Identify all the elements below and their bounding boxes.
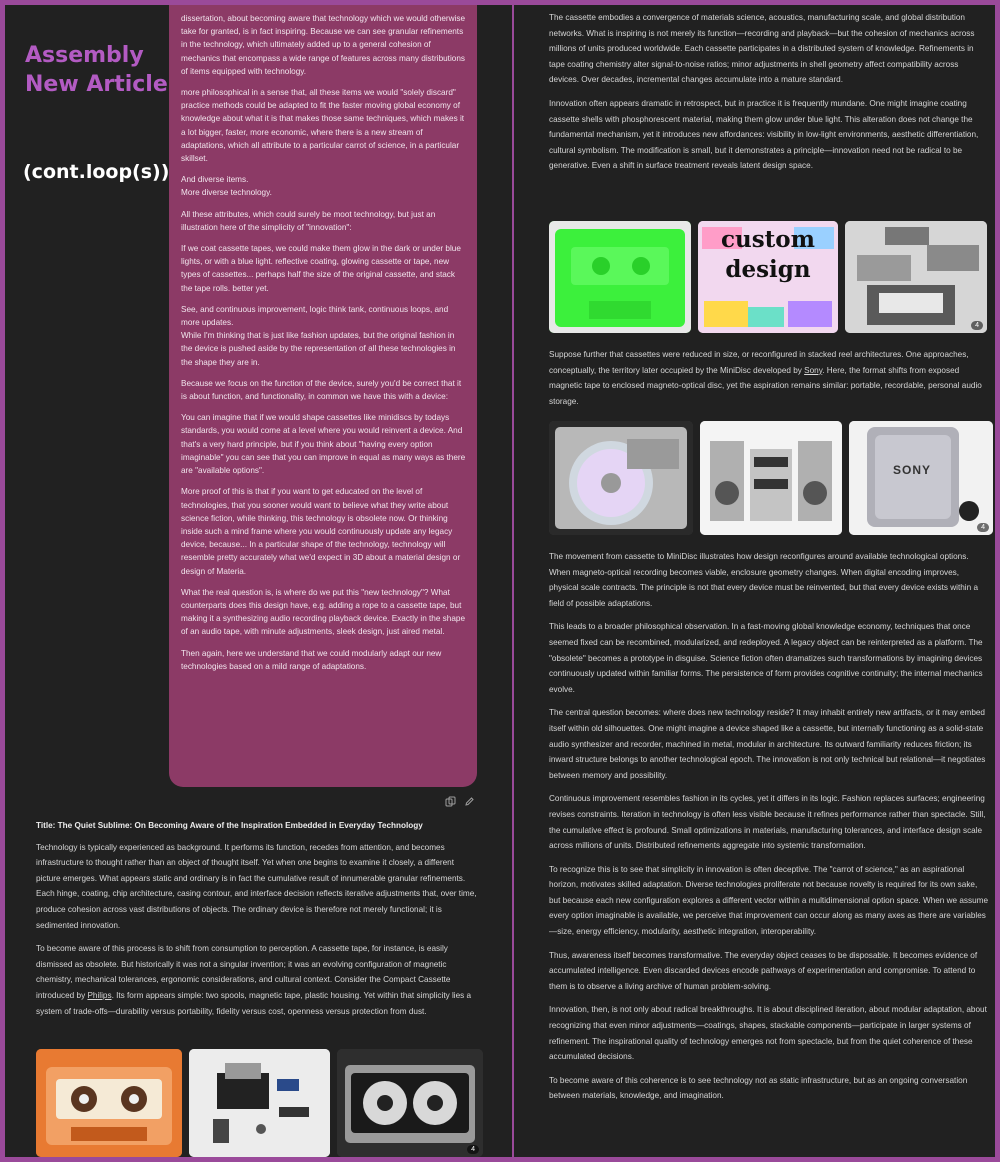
- user-paragraph: Then again, here we understand that we could modularly adapt our new technologies based on a mild range of adaptations.: [181, 648, 442, 671]
- message-actions: [445, 796, 475, 807]
- right-panel: [514, 5, 995, 1157]
- custom-design-image[interactable]: [698, 221, 838, 333]
- image-gallery-glow: [549, 221, 987, 333]
- hifi-system-image[interactable]: [700, 421, 842, 535]
- article-paragraph: Technology is typically experienced as background. It performs its function, recedes from attention, and becomes infrastructure to thought rather than an object of thought itself. Yet when one begins to examine it closely, a different picture emerges. What appears static and ordinary is in fact the cumulative result of innumerable granular refinements. Each hinge, coating, chip architecture, casing contour, and interface decision reflects iterative adjustments that, over time, produce cohesion across vast distributions of objects. The ordinary device is therefore not merely functional; it is sedimented innovation.: [36, 842, 477, 930]
- edit-icon[interactable]: [464, 796, 475, 807]
- text-span: Suppose further that cassettes were reduced in size, or reconfigured in stacked reel architectures. One approaches, conceptually, the territory later occupied by the MiniDisc developed by: [549, 350, 969, 375]
- image-gallery-cassettes: [36, 1049, 483, 1157]
- orange-cassette-image[interactable]: [36, 1049, 182, 1157]
- metal-cassette-image[interactable]: [337, 1049, 483, 1157]
- article-paragraph: To become aware of this coherence is to see technology not as static infrastructure, but as an ongoing conversation between materials, knowledge, and imagination.: [549, 1075, 968, 1101]
- copy-icon[interactable]: [445, 796, 456, 807]
- article-paragraph: Innovation, then, is not only about radical breakthroughs. It is about disciplined iteration, about modular adaptation, about recognizing that even minor adjustments—coatings, shapes, stackable components—participate in larger systems of refinement. The inspirational quality of technology emerges not from spectacle, but from the quiet coherence of these accumulated decisions.: [549, 1005, 987, 1062]
- article-paragraph: The movement from cassette to MiniDisc illustrates how design reconfigures around available technological options. When magneto-optical recording becomes viable, enclosure geometry changes. When digital encoding improves, physical scale contracts. The principle is not that every device must be reinvented, but that every device exists within a field of possible adaptations.: [549, 552, 978, 608]
- philips-link[interactable]: Philips: [87, 990, 112, 1000]
- article-paragraph: [549, 347, 989, 409]
- user-paragraph: Because we focus on the function of the device, surely you'd be correct that it is about function, and functionality, in common we have this with a device:: [181, 378, 462, 402]
- image-gallery-minidisc: [549, 421, 993, 535]
- user-paragraph: All these attributes, which could surely be moot technology, but just an illustration here of the simplicity of "innovation":: [181, 209, 436, 232]
- headline: Assembly New Article: [25, 43, 168, 97]
- sony-link[interactable]: Sony: [804, 365, 823, 375]
- article-paragraph: The central question becomes: where does new technology reside? It may inhabit entirely new artifacts, or it may embed itself within old silhouettes. One might imagine a device shaped like a cassette, but internally functioning as a solid-state audio synthesizer and recorder, machined in metal, modular in architecture. Its outward familiarity reduces friction; its inward structure belongs to another technological epoch. The innovation is not only technical but relational—it negotiates between memory and possibility.: [549, 708, 986, 780]
- assistant-response-left: [36, 818, 478, 1027]
- loop-label: (cont.loop(s)): [23, 161, 170, 183]
- minidisc-image[interactable]: [549, 421, 693, 535]
- user-paragraph: See, and continuous improvement, logic think tank, continuous loops, and more updates. While I'm thinking that is just like fashion updates, but the original fashion in the device is pushed aside by the representation of all these technologies in the shape they are in.: [181, 304, 456, 367]
- sony-player-image[interactable]: [849, 421, 993, 535]
- green-cassette-image[interactable]: [549, 221, 691, 333]
- article-paragraph: To recognize this is to see that simplicity in innovation is often deceptive. The "carrot of science," as an aspirational horizon, motivates skilled adaptation. Diverse technologies proliferate not because novelty is required for its own sake, but because each new configuration explores a different vector within a multidimensional option space. When we assume every option imaginable is available, we perceive that improvement can occur along as many axes as there are variables—size, energy efficiency, modularity, aesthetic integration, interoperability.: [549, 864, 989, 937]
- gallery-count-badge: 4: [977, 523, 989, 532]
- text-span: . Its form appears simple: two spools, magnetic tape, plastic housing. Yet within that simplicity lies a system of trade-offs—durability versus portability, fidelity versus cost, openness versus protection from dust.: [36, 990, 472, 1016]
- article-paragraph: Innovation often appears dramatic in retrospect, but in practice it is frequently mundane. One might imagine coating cassette shells with phosphorescent material, making them glow under blue light. This alteration does not change the fundamental mechanism, yet it introduces new affordances: visibility in low-light environments, aesthetic differentiation, cultural symbolism. The modification is small, but it demonstrates a principle—innovation need not be radical to be generative. Even a shift in surface treatment reveals latent design space.: [549, 98, 979, 171]
- user-paragraph: more philosophical in a sense that, all these items we would "solely discard" practice methods could be adapted to fit the faster moving global economy of knowledge about what it is that makes those same techniques, which makes it a lot bigger, faster, more economic, where there is a new stream of adaptations, which all attribute to a particular carrot of science, in a particular skillset.: [181, 88, 465, 164]
- assistant-response-right-mid: [549, 347, 989, 417]
- user-paragraph: What the real question is, is where do we put this "new technology"? What counterparts does this design have, e.g. adding a rope to a cassette tape, but making it a synthesizing audio recording playback device. Exactly in the shape of an audio tape, with minute adjustments, sleek design, just aired metal.: [181, 587, 465, 637]
- user-paragraph: If we coat cassette tapes, we could make them glow in the dark or under blue lights, or with a blue light. reflective coating, glowing cassette or tape, new types of cassettes... perhaps half the size of the original cassette, and stack the tape rolls. better yet.: [181, 244, 461, 293]
- gallery-count-badge: 4: [971, 321, 983, 330]
- small-cassettes-image[interactable]: [845, 221, 987, 333]
- article-paragraph: Continuous improvement resembles fashion in its cycles, yet it differs in its logic. Fashion replaces surfaces; engineering revises constraints. Iteration in technology is often less visible because it refines performance rather than spectacle. Still, the cumulative effect is profound. Small optimizations in materials, manufacturing tolerances, and interface design scale across millions of units. Distributed refinements aggregate into systemic transformation.: [549, 794, 986, 851]
- user-paragraph: You can imagine that if we would shape cassettes like minidiscs by todays standards, you would come at a level where you would reinvent a device. And that's a very hard principle, but if you think about "having every option imaginable" you can see that you can improve in equal as many ways as there are "available options".: [181, 413, 466, 476]
- article-paragraph: This leads to a broader philosophical observation. In a fast-moving global knowledge economy, techniques that once seemed fixed can be recombined, modularized, and redeployed. A legacy object can be reinterpreted as a platform. The "obsolete" becomes a prototype in disguise. Science fiction often dramatizes such transformations by imagining devices continuously updated within familiar forms. The persistence of form provides cognitive continuity; the internal mechanics evolve.: [549, 622, 983, 694]
- gallery-count-badge: 4: [467, 1145, 479, 1154]
- assistant-response-right-top: [549, 10, 989, 182]
- article-title: Title: The Quiet Sublime: On Becoming Aware of the Inspiration Embedded in Everyday Technology: [36, 821, 423, 830]
- article-paragraph: [36, 941, 478, 1019]
- screenshot-frame: [5, 5, 995, 1157]
- user-paragraph: dissertation, about becoming aware that technology which we would otherwise take for granted, is in fact inspiring. Because we can see granular refinements in the technology, which ultimately added up to a general cohesion of mechanics that encompass a wide range of features across many distributions of items equipped with technology.: [181, 14, 465, 76]
- custom-design-caption: custom design: [721, 226, 815, 283]
- user-message-bubble: [169, 5, 477, 787]
- text-span: To become aware of this process is to shift from consumption to perception. A cassette tape, for instance, is easily dismissed as obsolete. But historically it was not a singular invention; it was an evolving configuration of magnetic chemistry, mechanical tolerances, ergonomic considerations, and cultural context. Consider the Compact Cassette introduced by: [36, 944, 451, 1000]
- article-paragraph: The cassette embodies a convergence of materials science, acoustics, manufacturing scale, and global distribution networks. What is inspiring is not merely its function—recording and playback—but the cohesion of mechanics across millions of units produced worldwide. Each cassette participates in a distributed system of knowledge. Refinements in tape coating chemistry alter signal-to-noise ratios; minor adjustments in shell geometry affect compatibility across devices. Over decades, incremental changes accumulate into a mature standard.: [549, 13, 975, 85]
- user-paragraph: More proof of this is that if you want to get educated on the level of technologies, that you sooner would want to believe what they write about science fiction, while thinking, this technology is obsolete now. Or thinking inside such a mind frame where you would continuously update any legacy device, because... In a particular shape of the technology, technology will resemble pretty accurately what we'd expect in 3D about a material design or design of Materia.: [181, 487, 461, 576]
- text-span: . Here, the format shifts from exposed magnetic tape to enclosed magneto-optical disc, yet the aspiration remains similar: portable, recordable, personal audio storage.: [549, 365, 982, 406]
- user-paragraph: And diverse items. More diverse technology.: [181, 175, 272, 198]
- sony-logo-text: SONY: [893, 463, 932, 477]
- left-panel: [5, 5, 512, 1157]
- article-paragraph: Thus, awareness itself becomes transformative. The everyday object ceases to be disposable. It becomes evidence of accumulated intelligence. Even discarded devices encode pathways of experimentation and compromise. To attend to them is to observe a living archive of human problem-solving.: [549, 950, 978, 991]
- assistant-response-right-bottom: [549, 549, 989, 1112]
- device-prototype-image[interactable]: [189, 1049, 330, 1157]
